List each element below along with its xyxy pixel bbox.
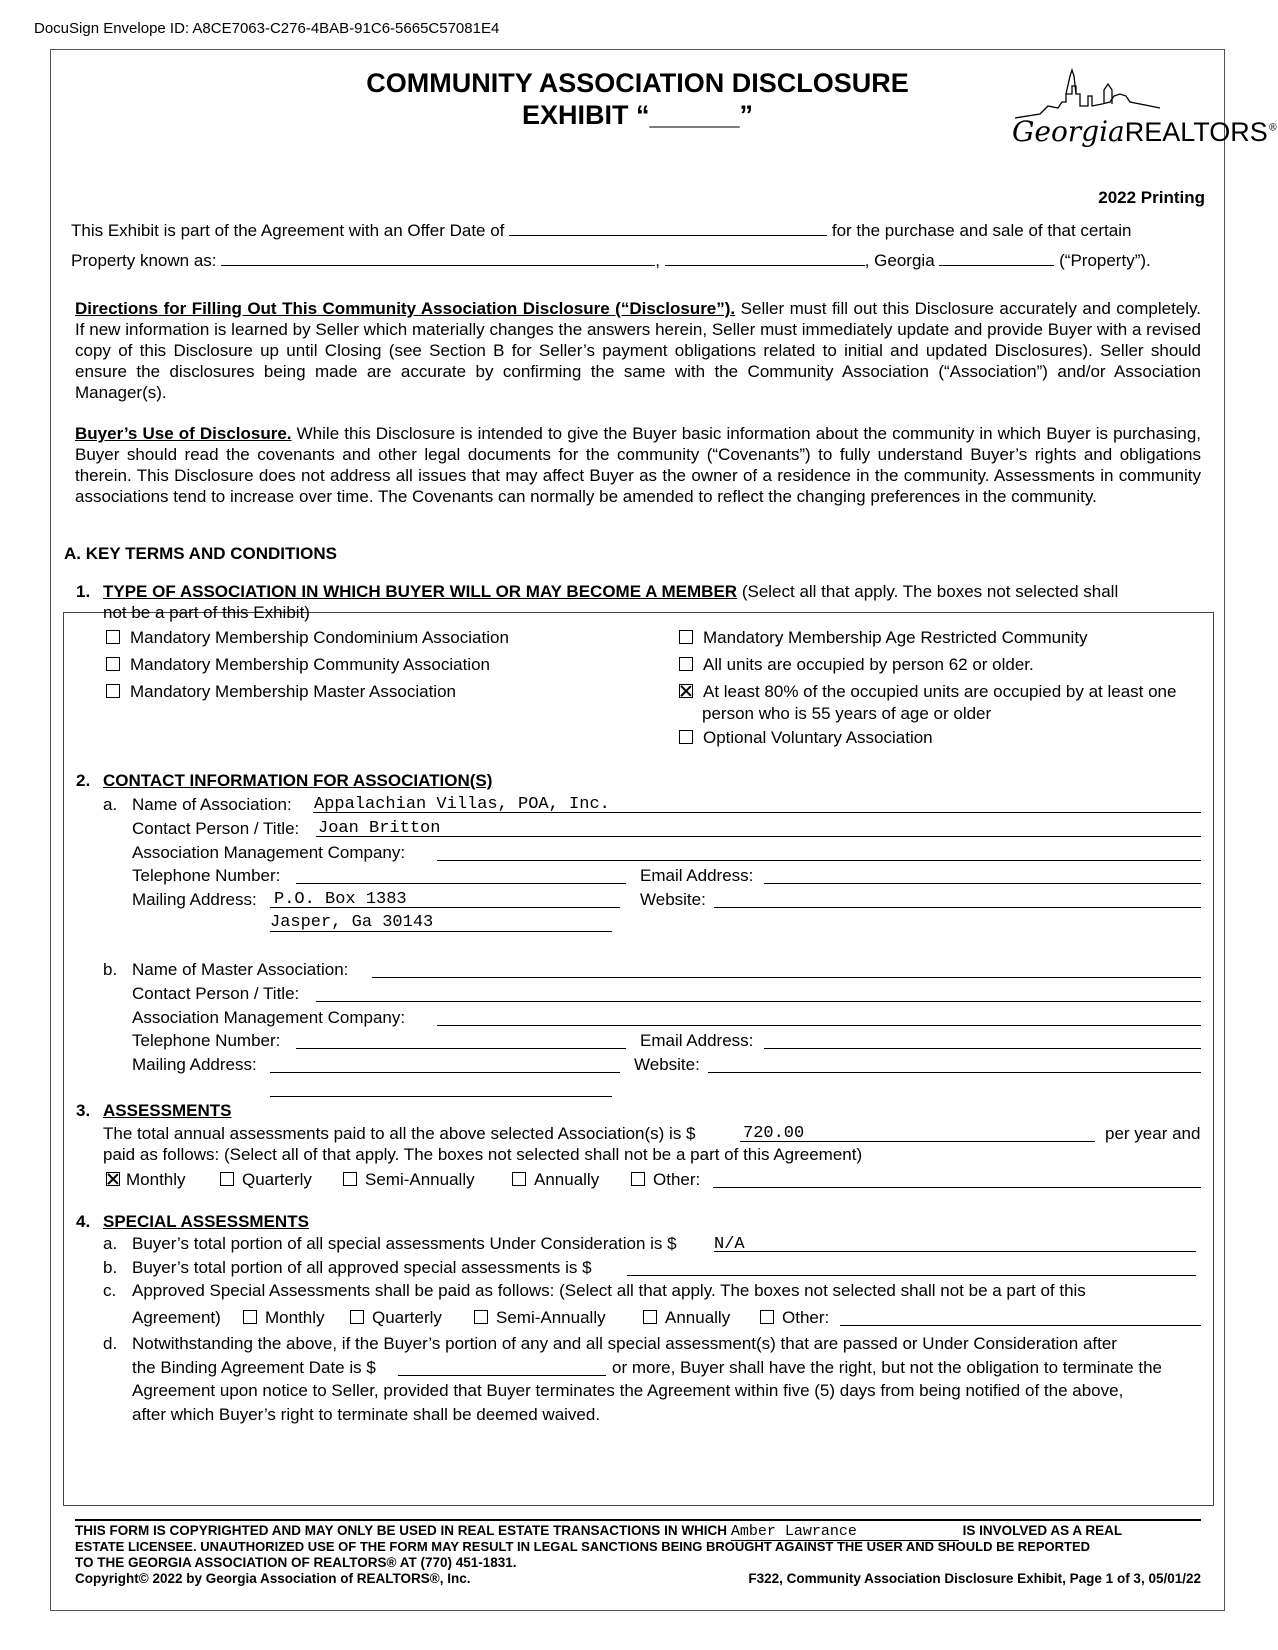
type-community-option[interactable] (106, 655, 490, 675)
type-option-label: Mandatory Membership Master Association (130, 682, 456, 701)
master-contact-field[interactable] (316, 1001, 1201, 1002)
property-address-field[interactable] (221, 251, 655, 266)
checkbox-icon[interactable] (220, 1172, 234, 1186)
option-label: Quarterly (372, 1308, 442, 1327)
printing-year: 2022 Printing (1098, 188, 1205, 207)
website-label: Website: (640, 890, 706, 909)
section-a-heading: A. KEY TERMS AND CONDITIONS (64, 544, 337, 563)
option-label: Monthly (265, 1308, 325, 1327)
buyers-use-text: While this Disclosure is intended to give the Buyer basic information about the community in which Buyer is purchasing, Buyer should read the covenants and other legal documents for the community (“Covenants”) to fully understand Buyer’s rights and obligations therein. This Disclosure does not address all issues that may affect Buyer as the owner of a residence in the community. Assessments in community associations tend to increase over time. The Covenants can normally be amended to reflect the changing preferences in the community. (75, 424, 1201, 506)
item-2-heading (103, 771, 492, 791)
checkbox-icon[interactable] (679, 730, 693, 744)
special-approved-field[interactable] (627, 1275, 1196, 1276)
type-master-option[interactable] (106, 682, 456, 702)
type-option-label: Optional Voluntary Association (703, 728, 933, 747)
item-4-heading (103, 1212, 309, 1232)
special-termination-line-2b: or more, Buyer shall have the right, but not the obligation to terminate the (612, 1358, 1162, 1377)
option-label: Other: (653, 1170, 701, 1189)
property-zip-field[interactable] (939, 251, 1054, 266)
checkbox-icon[interactable] (106, 630, 120, 644)
envelope-id: DocuSign Envelope ID: A8CE7063-C276-4BAB-91C6-5665C57081E4 (34, 20, 500, 37)
termination-threshold-field[interactable] (398, 1375, 606, 1376)
assessment-other-option[interactable] (631, 1170, 700, 1190)
special-approved-text: Buyer’s total portion of all approved special assessments is $ (132, 1258, 592, 1277)
checkbox-icon[interactable] (106, 684, 120, 698)
item-4c-letter: c. (103, 1281, 117, 1300)
email-label: Email Address: (640, 866, 754, 885)
special-other-option[interactable] (760, 1308, 829, 1328)
telephone-label: Telephone Number: (132, 866, 281, 885)
type-option-label: Mandatory Membership Community Association (130, 655, 490, 674)
intro-text-2d: (“Property”). (1059, 251, 1151, 270)
assessment-other-field[interactable] (713, 1187, 1201, 1188)
directions-text: Seller must fill out this Disclosure accurately and completely. If new information is learned by Seller which materially changes the answers herein, Seller must immediately update and provide Buyer with a revised copy of this Disclosure up until Closing (see Section B for Seller’s payment obligations related to initial and updated Disclosures). Seller should ensure the disclosures being made are accurate by confirming the same with the Community Association (“Association”) and/or Association Manager(s). (75, 299, 1201, 402)
special-termination-line-1: Notwithstanding the above, if the Buyer’s portion of any and all special assessment(s) that are passed or Under Consideration after (132, 1334, 1117, 1353)
intro-text-1b: for the purchase and sale of that certain (831, 221, 1132, 240)
website-field[interactable] (714, 907, 1201, 908)
master-telephone-field[interactable] (296, 1048, 626, 1049)
type-80-percent-continuation: person who is 55 years of age or older (702, 704, 992, 723)
option-label: Quarterly (242, 1170, 312, 1189)
licensee-field[interactable]: Amber Lawrance (731, 1524, 959, 1541)
item-2b-letter: b. (103, 960, 118, 979)
item-1-note-1: (Select all that apply. The boxes not selected shall (741, 582, 1119, 601)
contact-person-value: Joan Britton (318, 819, 441, 838)
item-4-heading-text: SPECIAL ASSESSMENTS (103, 1212, 309, 1231)
mailing-address-line-2: Jasper, Ga 30143 (270, 913, 434, 932)
item-2-number: 2. (76, 771, 91, 790)
offer-date-field[interactable] (509, 221, 827, 236)
master-email-field[interactable] (764, 1048, 1201, 1049)
telephone-field[interactable] (296, 883, 626, 884)
item-3-number: 3. (76, 1101, 91, 1120)
exhibit-title: EXHIBIT “______” (521, 100, 754, 130)
item-4d-letter: d. (103, 1334, 118, 1353)
georgia-realtors-logo (1012, 115, 1278, 148)
type-age-restricted-option[interactable] (679, 628, 1088, 648)
association-name-value: Appalachian Villas, POA, Inc. (314, 795, 610, 814)
checkbox-icon[interactable] (474, 1310, 488, 1324)
intro-text-2a: Property known as: (71, 251, 217, 270)
master-association-field[interactable] (372, 977, 1201, 978)
item-3-heading (103, 1101, 231, 1121)
master-mailing-label: Mailing Address: (132, 1055, 257, 1074)
directions-paragraph (75, 298, 1201, 403)
footer-form-id: F322, Community Association Disclosure Exhibit, Page 1 of 3, 05/01/22 (748, 1571, 1201, 1586)
checkbox-icon[interactable] (243, 1310, 257, 1324)
buyers-use-paragraph (75, 423, 1201, 507)
intro-line-1 (71, 221, 1131, 241)
footer-line-3: TO THE GEORGIA ASSOCIATION OF REALTORS® AT (770) 451-1831. (75, 1555, 517, 1570)
type-62-older-option[interactable] (679, 655, 1034, 675)
checkbox-icon[interactable] (512, 1172, 526, 1186)
contact-person-label: Contact Person / Title: (132, 819, 300, 838)
property-city-field[interactable] (665, 251, 865, 266)
checked-checkbox-icon[interactable] (106, 1172, 120, 1186)
special-annually-option[interactable] (643, 1308, 730, 1328)
assessment-semi-annually-option[interactable] (343, 1170, 475, 1190)
intro-text-1a: This Exhibit is part of the Agreement with an Offer Date of (71, 221, 505, 240)
master-mailing-field-1[interactable] (270, 1072, 620, 1073)
intro-text-2b: , (655, 251, 660, 270)
checkbox-icon[interactable] (643, 1310, 657, 1324)
email-field[interactable] (764, 883, 1201, 884)
logo-word: REALTORS (1124, 117, 1268, 147)
item-2-heading-text: CONTACT INFORMATION FOR ASSOCIATION(S) (103, 771, 493, 790)
master-contact-label: Contact Person / Title: (132, 984, 300, 1003)
intro-text-2c: , Georgia (864, 251, 935, 270)
type-80-percent-option[interactable] (679, 682, 1176, 702)
checkbox-icon[interactable] (760, 1310, 774, 1324)
master-management-field[interactable] (437, 1025, 1201, 1026)
type-option-label: Mandatory Membership Condominium Association (130, 628, 509, 647)
special-under-consideration-value: N/A (714, 1235, 745, 1254)
checkbox-icon[interactable] (106, 657, 120, 671)
master-email-label: Email Address: (640, 1031, 754, 1050)
contact-person-field[interactable] (316, 836, 1201, 837)
special-quarterly-option[interactable] (350, 1308, 442, 1328)
special-under-consideration-text: Buyer’s total portion of all special assessments Under Consideration is $ (132, 1234, 677, 1253)
checkbox-icon[interactable] (343, 1172, 357, 1186)
assessment-monthly-option[interactable] (106, 1170, 186, 1190)
item-2a-letter: a. (103, 795, 118, 814)
mailing-address-line-1: P.O. Box 1383 (274, 890, 407, 909)
option-label: Other: (782, 1308, 830, 1327)
special-other-field[interactable] (840, 1325, 1201, 1326)
assessment-text-c: paid as follows: (Select all of that apply. The boxes not selected shall not be a part of this Agreement) (103, 1145, 863, 1164)
option-label: Monthly (126, 1170, 186, 1189)
master-association-label: Name of Master Association: (132, 960, 349, 979)
form-title: COMMUNITY ASSOCIATION DISCLOSURE (366, 68, 909, 98)
management-company-label: Association Management Company: (132, 843, 406, 862)
checked-checkbox-icon[interactable] (679, 684, 693, 698)
footer-text-1a: THIS FORM IS COPYRIGHTED AND MAY ONLY BE USED IN REAL ESTATE TRANSACTIONS IN WHICH (75, 1523, 728, 1538)
checkbox-icon[interactable] (679, 657, 693, 671)
checkbox-icon[interactable] (631, 1172, 645, 1186)
special-termination-line-3: Agreement upon notice to Seller, provided that Buyer terminates the Agreement within five (5) days from being notified of the above, (132, 1381, 1124, 1400)
item-4b-letter: b. (103, 1258, 118, 1277)
type-option-label: At least 80% of the occupied units are occupied by at least one (703, 682, 1177, 701)
management-company-field[interactable] (437, 860, 1201, 861)
item-1-heading: TYPE OF ASSOCIATION IN WHICH BUYER WILL OR MAY BECOME A MEMBER (103, 582, 738, 601)
special-payment-text-2: Agreement) (132, 1308, 221, 1327)
footer-rule (75, 1519, 1201, 1521)
assessment-text-a: The total annual assessments paid to all the above selected Association(s) is $ (103, 1124, 696, 1143)
item-1-number: 1. (76, 582, 91, 601)
buyers-use-heading: Buyer’s Use of Disclosure. (75, 424, 292, 443)
master-website-field[interactable] (708, 1072, 1201, 1073)
special-monthly-option[interactable] (243, 1308, 325, 1328)
assessment-annually-option[interactable] (512, 1170, 599, 1190)
checkbox-icon[interactable] (679, 630, 693, 644)
master-website-label: Website: (634, 1055, 700, 1074)
assessment-text-b: per year and (1105, 1124, 1201, 1143)
option-label: Annually (665, 1308, 731, 1327)
type-option-label: All units are occupied by person 62 or older. (703, 655, 1034, 674)
association-name-label: Name of Association: (132, 795, 292, 814)
master-mailing-field-2[interactable] (270, 1096, 612, 1097)
checkbox-icon[interactable] (350, 1310, 364, 1324)
item-3-heading-text: ASSESSMENTS (103, 1101, 232, 1120)
mailing-address-label: Mailing Address: (132, 890, 257, 909)
item-4-number: 4. (76, 1212, 91, 1231)
directions-heading: Directions for Filling Out This Community Association Disclosure (“Disclosure”). (75, 299, 736, 318)
footer-text-1b: IS INVOLVED AS A REAL (962, 1523, 1123, 1538)
special-under-consideration-field[interactable] (714, 1251, 1196, 1252)
type-option-label: Mandatory Membership Age Restricted Community (703, 628, 1088, 647)
option-label: Annually (534, 1170, 600, 1189)
item-1-heading-line (103, 582, 1118, 602)
master-telephone-label: Telephone Number: (132, 1031, 281, 1050)
special-termination-line-4: after which Buyer’s right to terminate shall be deemed waived. (132, 1405, 601, 1424)
special-semi-annually-option[interactable] (474, 1308, 606, 1328)
special-termination-line-2a: the Binding Agreement Date is $ (132, 1358, 376, 1377)
footer-line-2: ESTATE LICENSEE. UNAUTHORIZED USE OF THE FORM MAY RESULT IN LEGAL SANCTIONS BEING BROUGHT AGAINST THE USER AND SHOULD BE REPORTED (75, 1539, 1091, 1554)
option-label: Semi-Annually (365, 1170, 475, 1189)
logo-mark: ® (1267, 122, 1278, 134)
option-label: Semi-Annually (496, 1308, 606, 1327)
item-4a-letter: a. (103, 1234, 118, 1253)
assessment-amount-value: 720.00 (743, 1124, 805, 1143)
master-management-label: Association Management Company: (132, 1008, 406, 1027)
special-payment-text: Approved Special Assessments shall be paid as follows: (Select all that apply. The boxes not selected shall not be a part of this (132, 1281, 1086, 1300)
assessment-quarterly-option[interactable] (220, 1170, 312, 1190)
logo-script: Georgia (1012, 115, 1125, 148)
item-1-note-2: not be a part of this Exhibit) (103, 603, 310, 622)
intro-line-2 (71, 251, 1151, 271)
type-voluntary-option[interactable] (679, 728, 933, 748)
type-condominium-option[interactable] (106, 628, 509, 648)
footer-copyright: Copyright© 2022 by Georgia Association of REALTORS®, Inc. (75, 1571, 471, 1586)
